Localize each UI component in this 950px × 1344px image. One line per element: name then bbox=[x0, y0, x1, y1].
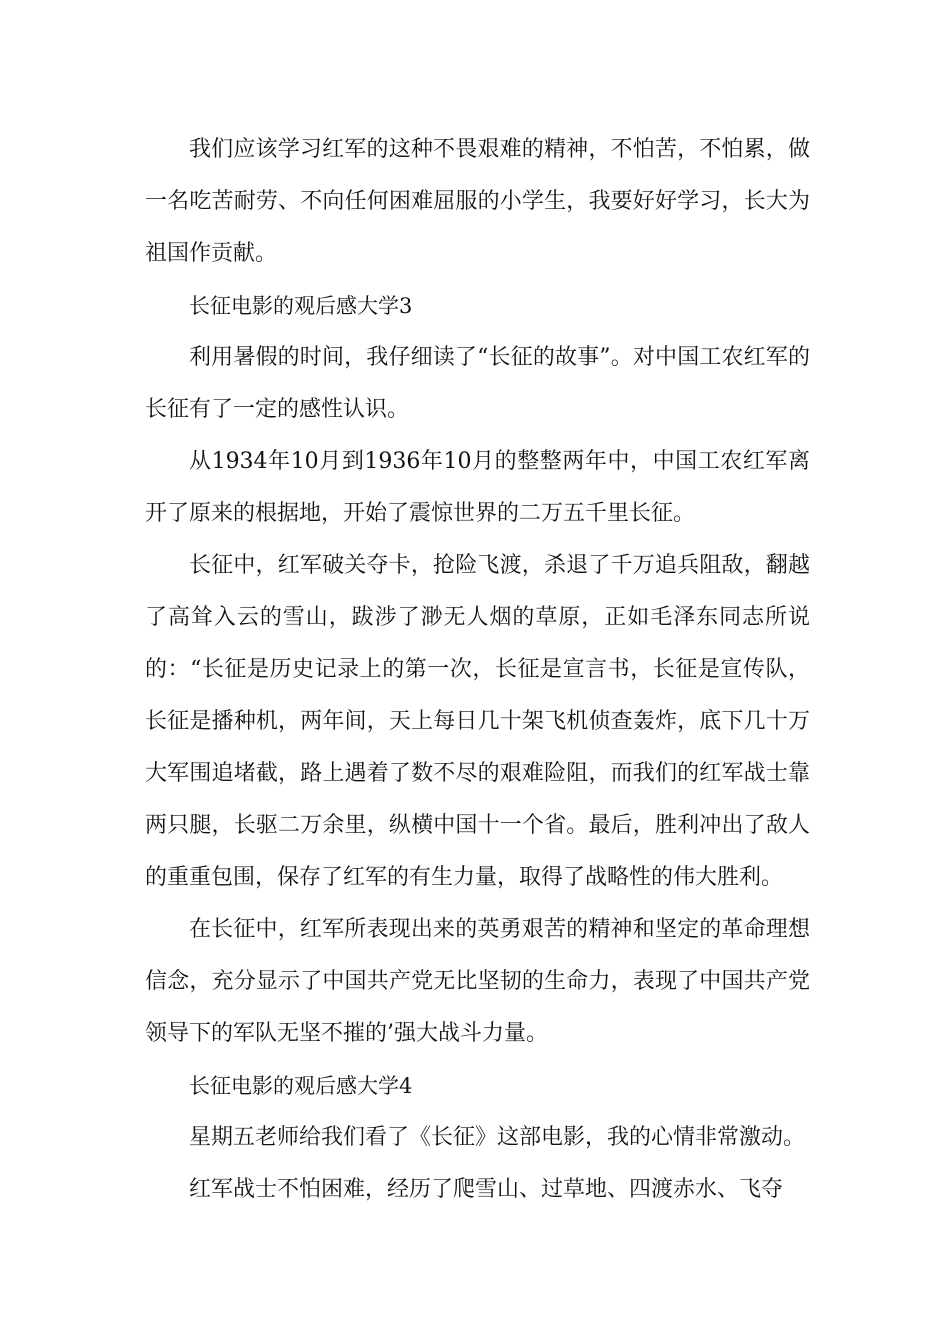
paragraph-spirit: 我们应该学习红军的这种不畏艰难的精神，不怕苦，不怕累，做一名吃苦耐劳、不向任何困难屈服的小学生，我要好好学习，长大为祖国作贡献。 bbox=[145, 137, 810, 266]
paragraph-long-march: 长征中，红军破关夺卡，抢险飞渡，杀退了千万追兵阻敌，翻越了高耸入云的雪山，跋涉了渺无人烟的草原，正如毛泽东同志所说的：“长征是历史记录上的第一次，长征是宣言书，长征是宣传队，长征是播种机，两年间，天上每日几十架飞机侦查轰炸，底下几十万大军围追堵截，路上遇着了数不尽的艰难险阻，而我们的红军战士靠两只腿，长驱二万余里，纵横中国十一个省。最后，胜利冲出了敌人的重重包围，保存了红军的有生力量，取得了战略性的伟大胜利。 bbox=[145, 553, 810, 890]
paragraph-revolutionary-ideals: 在长征中，红军所表现出来的英勇艰苦的精神和坚定的革命理想信念，充分显示了中国共产党无比坚韧的生命力，表现了中国共产党领导下的军队无坚不摧的’强大战斗力量。 bbox=[145, 917, 810, 1046]
document-body bbox=[145, 124, 810, 1216]
paragraph-summer-reading: 利用暑假的时间，我仔细读了“长征的故事”。对中国工农红军的长征有了一定的感性认识。 bbox=[145, 345, 810, 422]
paragraph-red-army-soldiers: 红军战士不怕困难，经历了爬雪山、过草地、四渡赤水、飞夺 bbox=[189, 1177, 784, 1202]
paragraph-friday-movie: 星期五老师给我们看了《长征》这部电影，我的心情非常激动。 bbox=[189, 1125, 806, 1150]
section-heading-3: 长征电影的观后感大学3 bbox=[189, 294, 413, 318]
paragraph-1934-1936: 从1934年10月到1936年10月的整整两年中，中国工农红军离开了原来的根据地，开始了震惊世界的二万五千里长征。 bbox=[145, 449, 810, 526]
section-heading-4: 长征电影的观后感大学4 bbox=[189, 1074, 413, 1098]
